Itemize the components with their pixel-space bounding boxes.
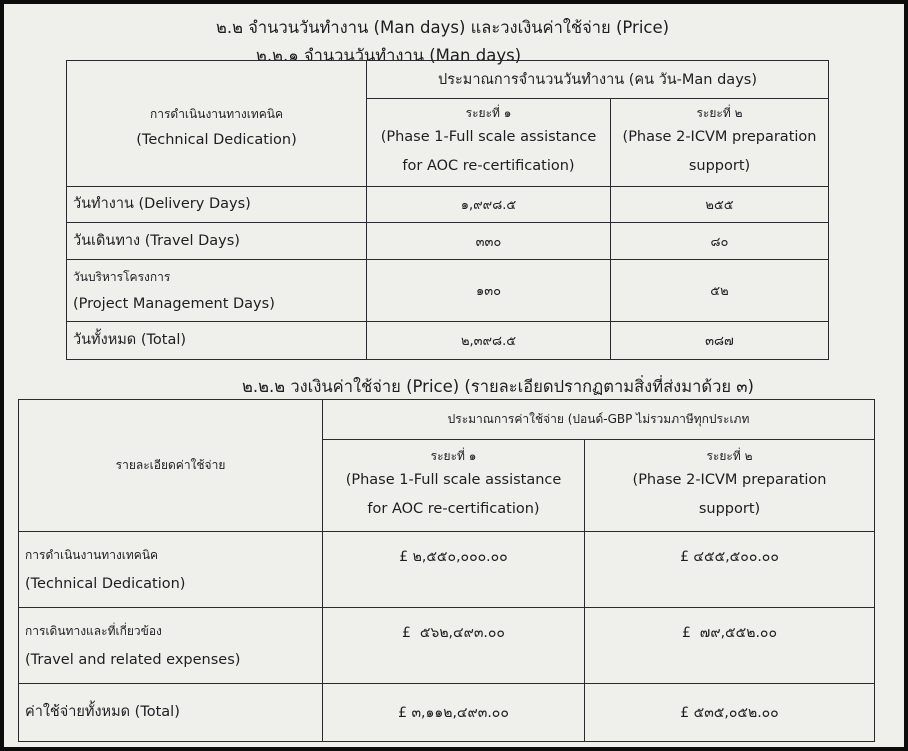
phase2-th: ระยะที่ ๒: [696, 106, 743, 120]
row-label: [67, 260, 367, 322]
phase2-value: £ ๔๕๕,๕๐๐.๐๐: [585, 532, 875, 608]
price-corner-cell: รายละเอียดค่าใช้จ่าย: [19, 400, 323, 532]
mandays-phase1-header: [367, 99, 611, 187]
phase2-value: £ ๗๙,๕๕๒.๐๐: [585, 608, 875, 684]
row-label: ค่าใช้จ่ายทั้งหมด (Total): [19, 684, 323, 742]
phase2-value: ๓๘๗: [611, 322, 829, 360]
price-phase2-header: [585, 440, 875, 532]
table-row: [67, 260, 829, 322]
price-table: [18, 399, 875, 742]
row-label-en: (Technical Dedication): [25, 575, 186, 592]
mandays-heading: ๒.๒.๑ จำนวนวันทำงาน (Man days): [256, 46, 522, 65]
table-row: [19, 532, 875, 608]
phase1-line1: (Phase 1-Full scale assistance: [345, 472, 562, 488]
mandays-phase2-header: [611, 99, 829, 187]
mandays-table: [66, 60, 829, 360]
table-row: [67, 223, 829, 260]
phase2-line1: (Phase 2-ICVM preparation: [632, 472, 827, 488]
row-label: วันทำงาน (Delivery Days): [67, 187, 367, 223]
row-label-th: วันบริหารโครงการ: [73, 269, 171, 284]
price-heading: ๒.๒.๒ วงเงินค่าใช้จ่าย (Price) (รายละเอียดปรากฏตามสิ่งที่ส่งมาด้วย ๓): [242, 377, 754, 396]
table-row: [19, 608, 875, 684]
mandays-corner-cell: [67, 61, 367, 187]
phase2-line2: support): [688, 158, 751, 174]
mandays-corner-en: (Technical Dedication): [136, 132, 297, 148]
row-label: วันเดินทาง (Travel Days): [67, 223, 367, 260]
row-label: [19, 608, 323, 684]
section-heading: ๒.๒ จำนวนวันทำงาน (Man days) และวงเงินค่าใช้จ่าย (Price): [216, 18, 670, 37]
phase2-line2: support): [698, 501, 761, 517]
phase1-value: ๑,๙๙๘.๕: [367, 187, 611, 223]
price-phase1-header: [323, 440, 585, 532]
mandays-group-header: ประมาณการจำนวนวันทำงาน (คน วัน-Man days): [367, 61, 829, 99]
phase1-value: £ ๒,๕๕๐,๐๐๐.๐๐: [323, 532, 585, 608]
phase1-line2: for AOC re-certification): [367, 501, 540, 517]
phase1-value: ๓๓๐: [367, 223, 611, 260]
phase2-value: ๕๒: [611, 260, 829, 322]
phase2-value: £ ๕๓๕,๐๕๒.๐๐: [585, 684, 875, 742]
phase1-value: ๒,๓๙๘.๕: [367, 322, 611, 360]
price-group-header: ประมาณการค่าใช้จ่าย (ปอนด์-GBP ไม่รวมภาษีทุกประเภท: [323, 400, 875, 440]
phase1-value: £ ๓,๑๑๒,๔๙๓.๐๐: [323, 684, 585, 742]
table-row: [19, 684, 875, 742]
row-label: [19, 532, 323, 608]
phase1-line1: (Phase 1-Full scale assistance: [380, 129, 597, 145]
table-row: [67, 322, 829, 360]
row-label-th: การดำเนินงานทางเทคนิค: [25, 547, 159, 562]
document-page: [4, 4, 904, 747]
mandays-corner-th: การดำเนินงานทางเทคนิค: [149, 107, 284, 121]
row-label: วันทั้งหมด (Total): [67, 322, 367, 360]
row-label-en: (Travel and related expenses): [25, 651, 241, 668]
row-label-en: (Project Management Days): [73, 295, 275, 312]
phase1-th: ระยะที่ ๑: [430, 449, 477, 463]
phase1-value: £ ๕๖๒,๔๙๓.๐๐: [323, 608, 585, 684]
phase2-value: ๒๕๕: [611, 187, 829, 223]
phase1-value: ๑๓๐: [367, 260, 611, 322]
phase2-value: ๘๐: [611, 223, 829, 260]
row-label-th: การเดินทางและที่เกี่ยวข้อง: [25, 623, 162, 638]
table-row: [67, 187, 829, 223]
phase1-line2: for AOC re-certification): [402, 158, 575, 174]
phase2-line1: (Phase 2-ICVM preparation: [622, 129, 817, 145]
phase2-th: ระยะที่ ๒: [706, 449, 753, 463]
phase1-th: ระยะที่ ๑: [465, 106, 512, 120]
